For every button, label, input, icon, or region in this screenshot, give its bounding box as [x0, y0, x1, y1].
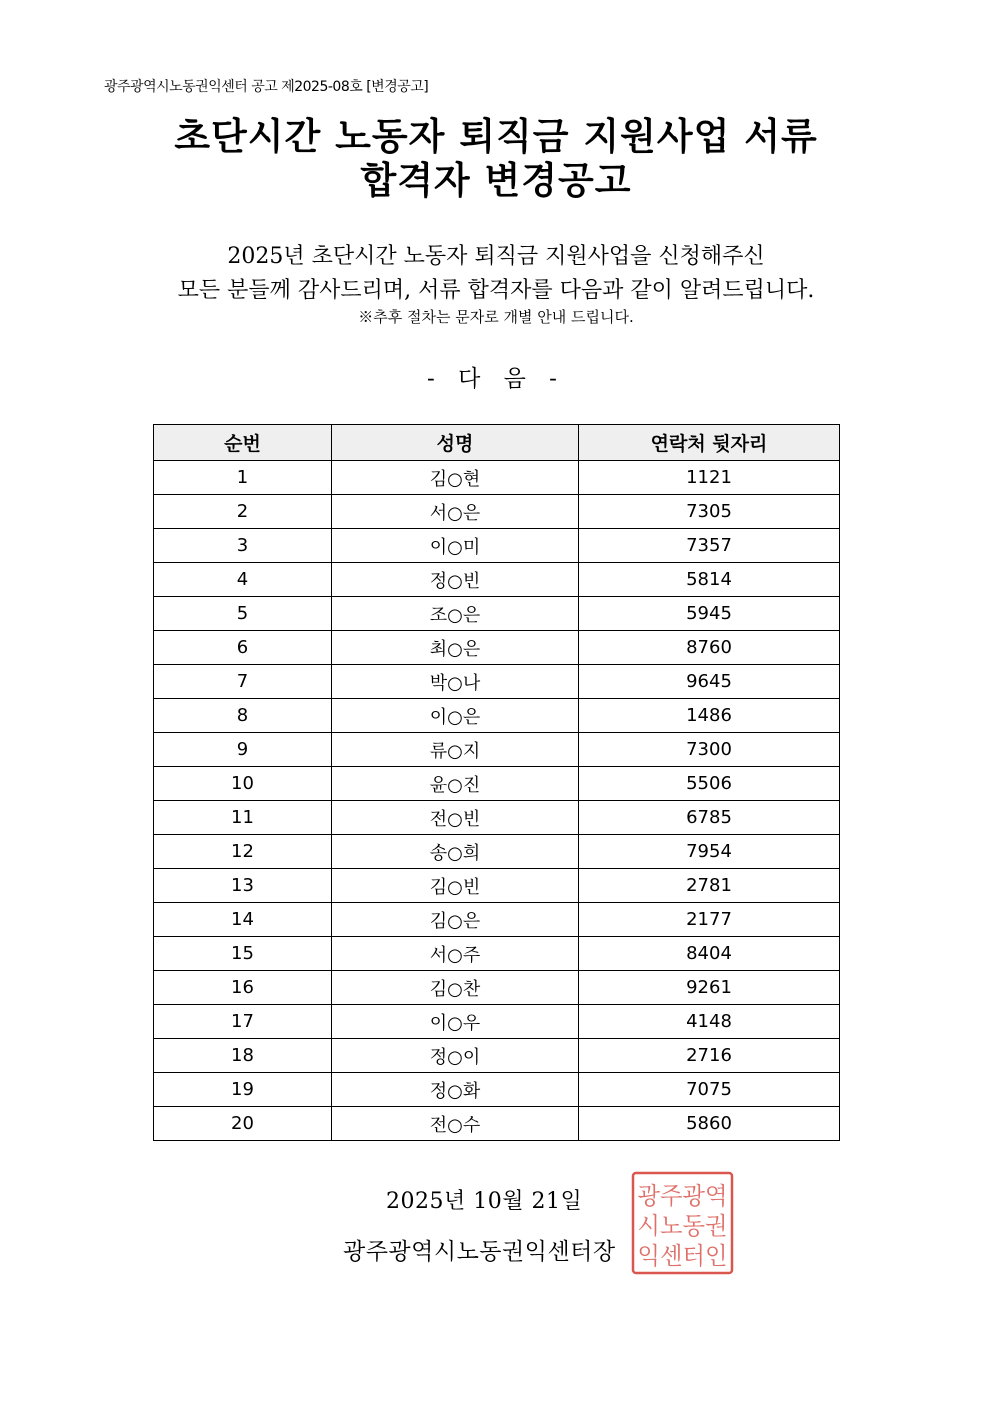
row-phone-suffix: 9261: [579, 971, 840, 1005]
row-number: 18: [154, 1039, 332, 1073]
table-row: [154, 801, 840, 835]
notice-number: 광주광역시노동권익센터 공고 제2025-08호 [변경공고]: [104, 79, 429, 95]
row-number: 2: [154, 495, 332, 529]
row-phone-suffix: 7954: [579, 835, 840, 869]
row-phone-suffix: 8760: [579, 631, 840, 665]
row-name: 전○수: [332, 1107, 579, 1141]
row-number: 12: [154, 835, 332, 869]
intro-note: ※추후 절차는 문자로 개별 안내 드립니다.: [358, 308, 634, 326]
row-name: 서○은: [332, 495, 579, 529]
row-name: 송○희: [332, 835, 579, 869]
table-row: [154, 903, 840, 937]
svg-text:시노동권: 시노동권: [637, 1212, 728, 1240]
svg-text:익센터인: 익센터인: [637, 1242, 728, 1270]
header-name: 성명: [332, 425, 579, 461]
row-phone-suffix: 2716: [579, 1039, 840, 1073]
row-number: 11: [154, 801, 332, 835]
row-phone-suffix: 8404: [579, 937, 840, 971]
row-number: 14: [154, 903, 332, 937]
row-number: 10: [154, 767, 332, 801]
title-line-1: 초단시간 노동자 퇴직금 지원사업 서류: [174, 114, 818, 158]
table-body: [154, 461, 840, 1141]
table-row: [154, 971, 840, 1005]
table-row: [154, 597, 840, 631]
row-name: 이○미: [332, 529, 579, 563]
row-phone-suffix: 7305: [579, 495, 840, 529]
row-name: 김○현: [332, 461, 579, 495]
row-phone-suffix: 1121: [579, 461, 840, 495]
row-name: 김○찬: [332, 971, 579, 1005]
row-name: 서○주: [332, 937, 579, 971]
row-phone-suffix: 2177: [579, 903, 840, 937]
row-phone-suffix: 5860: [579, 1107, 840, 1141]
table-row: [154, 563, 840, 597]
row-number: 5: [154, 597, 332, 631]
row-number: 9: [154, 733, 332, 767]
section-label: - 다 음 -: [427, 366, 565, 392]
table-row: [154, 1005, 840, 1039]
table-row: [154, 529, 840, 563]
row-name: 김○빈: [332, 869, 579, 903]
row-phone-suffix: 5814: [579, 563, 840, 597]
row-number: 6: [154, 631, 332, 665]
issuer-name: 광주광역시노동권익센터장: [343, 1239, 616, 1265]
row-phone-suffix: 1486: [579, 699, 840, 733]
row-number: 15: [154, 937, 332, 971]
table-row: [154, 937, 840, 971]
table-row: [154, 869, 840, 903]
row-number: 17: [154, 1005, 332, 1039]
table-row: [154, 631, 840, 665]
row-number: 7: [154, 665, 332, 699]
official-seal: [631, 1171, 734, 1275]
svg-text:광주광역: 광주광역: [637, 1182, 728, 1210]
row-number: 13: [154, 869, 332, 903]
row-name: 조○은: [332, 597, 579, 631]
table-row: [154, 699, 840, 733]
row-name: 최○은: [332, 631, 579, 665]
table-header-row: [154, 425, 840, 461]
table-row: [154, 495, 840, 529]
document-title: [0, 114, 992, 202]
table-row: [154, 767, 840, 801]
row-name: 전○빈: [332, 801, 579, 835]
table-row: [154, 835, 840, 869]
row-name: 정○빈: [332, 563, 579, 597]
row-phone-suffix: 9645: [579, 665, 840, 699]
row-number: 19: [154, 1073, 332, 1107]
row-phone-suffix: 7357: [579, 529, 840, 563]
header-phone: 연락처 뒷자리: [579, 425, 840, 461]
table-row: [154, 1073, 840, 1107]
notice-date: 2025년 10월 21일: [386, 1189, 583, 1214]
row-name: 김○은: [332, 903, 579, 937]
row-name: 정○화: [332, 1073, 579, 1107]
row-number: 8: [154, 699, 332, 733]
row-phone-suffix: 7300: [579, 733, 840, 767]
row-phone-suffix: 7075: [579, 1073, 840, 1107]
row-number: 4: [154, 563, 332, 597]
intro-text: [0, 240, 992, 328]
row-name: 윤○진: [332, 767, 579, 801]
row-number: 3: [154, 529, 332, 563]
row-name: 이○은: [332, 699, 579, 733]
header-number: 순번: [154, 425, 332, 461]
row-phone-suffix: 5945: [579, 597, 840, 631]
row-name: 정○이: [332, 1039, 579, 1073]
row-phone-suffix: 6785: [579, 801, 840, 835]
table-row: [154, 461, 840, 495]
row-number: 16: [154, 971, 332, 1005]
intro-line-2: 모든 분들께 감사드리며, 서류 합격자를 다음과 같이 알려드립니다.: [177, 278, 815, 303]
row-phone-suffix: 2781: [579, 869, 840, 903]
row-name: 박○나: [332, 665, 579, 699]
table-row: [154, 1039, 840, 1073]
row-name: 류○지: [332, 733, 579, 767]
row-phone-suffix: 5506: [579, 767, 840, 801]
table-row: [154, 665, 840, 699]
applicant-table: [153, 424, 840, 1141]
row-number: 1: [154, 461, 332, 495]
title-line-2: 합격자 변경공고: [360, 158, 632, 202]
row-number: 20: [154, 1107, 332, 1141]
row-phone-suffix: 4148: [579, 1005, 840, 1039]
row-name: 이○우: [332, 1005, 579, 1039]
intro-line-1: 2025년 초단시간 노동자 퇴직금 지원사업을 신청해주신: [227, 244, 765, 269]
table-row: [154, 1107, 840, 1141]
table-row: [154, 733, 840, 767]
